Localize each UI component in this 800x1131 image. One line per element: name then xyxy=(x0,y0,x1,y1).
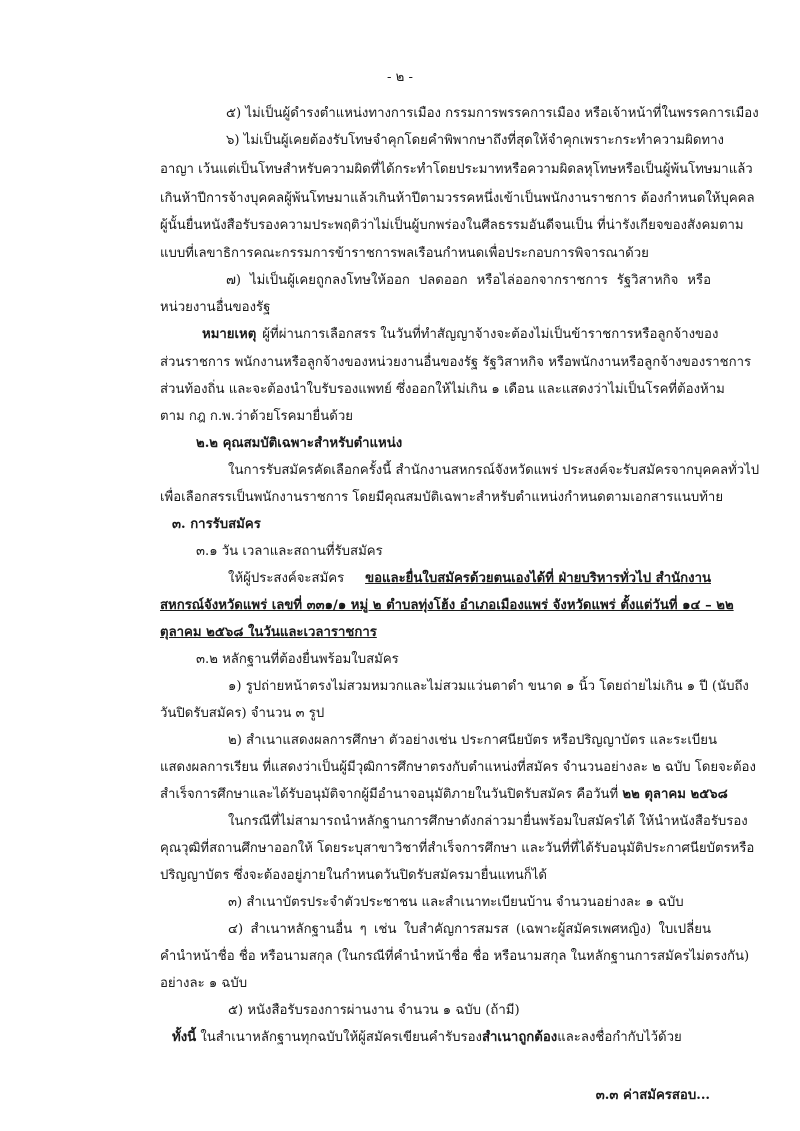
final-note-text-2: และลงชื่อกำกับไว้ด้วย xyxy=(557,1030,682,1045)
doc-4-line-3: อย่างละ ๑ ฉบับ xyxy=(160,976,248,991)
item-6-line-2: อาญา เว้นแต่เป็นโทษสำหรับความผิดที่ได้กระทำโดยประมาทหรือความผิดลหุโทษหรือเป็นผู้พ้นโทษมาแล้ว xyxy=(160,162,753,177)
note-label: หมายเหตุ xyxy=(202,327,257,342)
doc-2-para-line-3: ปริญญาบัตร ซึ่งจะต้องอยู่ภายในกำหนดวันปิดรับสมัครมายื่นแทนก็ได้ xyxy=(160,868,547,883)
doc-2-line-2: แสดงผลการเรียน ที่แสดงว่าเป็นผู้มีวุฒิการศึกษาตรงกับตำแหน่งที่สมัคร จำนวนอย่างละ ๒ ฉบับ โดยจะต้อง xyxy=(160,760,756,775)
section-3-2-heading: ๓.๒ หลักฐานที่ต้องยื่นพร้อมใบสมัคร xyxy=(196,652,399,667)
doc-2-para-line-1: ในกรณีที่ไม่สามารถนำหลักฐานการศึกษาดังกล่าวมายื่นพร้อมใบสมัครได้ ให้นำหนังสือรับรอง xyxy=(228,814,748,829)
section-3-heading: ๓. การรับสมัคร xyxy=(172,517,261,532)
item-6-line-4: ผู้นั้นยื่นหนังสือรับรองความประพฤติว่าไม่เป็นผู้บกพร่องในศีลธรรมอันดีจนเป็น ที่น่ารังเกียจของสังคมตาม xyxy=(160,218,744,233)
doc-2-line-3 xyxy=(160,785,728,805)
doc-2-text-a: สำเร็จการศึกษาและได้รับอนุมัติจากผู้มีอำนาจอนุมัติภายในวันปิดรับสมัคร คือวันที่ xyxy=(160,787,623,802)
doc-2-line-1: ๒) สำเนาแสดงผลการศึกษา ตัวอย่างเช่น ประกาศนียบัตร หรือปริญญาบัตร และระเบียน xyxy=(228,733,717,748)
item-5: ๕) ไม่เป็นผู้ดำรงตำแหน่งทางการเมือง กรรมการพรรคการเมือง หรือเจ้าหน้าที่ในพรรคการเมือง xyxy=(226,106,759,121)
final-note-emphasis: สำเนาถูกต้อง xyxy=(481,1030,558,1045)
section-3-1-line-3: ตุลาคม ๒๕๖๘ ในวันและเวลาราชการ xyxy=(160,625,377,640)
note-line-1 xyxy=(202,325,719,345)
doc-5: ๕) หนังสือรับรองการผ่านงาน จำนวน ๑ ฉบับ (ถ้ามี) xyxy=(228,1003,520,1018)
section-3-1-heading: ๓.๑ วัน เวลาและสถานที่รับสมัคร xyxy=(196,544,383,559)
continuation-footer: ๓.๓ ค่าสมัครสอบ... xyxy=(595,1088,710,1103)
section-2-2-heading: ๒.๒ คุณสมบัติเฉพาะสำหรับตำแหน่ง xyxy=(196,436,403,451)
doc-4-line-1: ๔) สำเนาหลักฐานอื่น ๆ เช่น ใบสำคัญการสมรส (เฉพาะผู้สมัครเพศหญิง) ใบเปลี่ยน xyxy=(228,922,711,937)
doc-4-line-2: คำนำหน้าชื่อ ชื่อ หรือนามสกุล (ในกรณีที่คำนำหน้าชื่อ ชื่อ หรือนามสกุล ในหลักฐานการสมัครไม่ตรงกัน) xyxy=(160,949,750,964)
final-note-label: ทั้งนี้ xyxy=(172,1030,197,1045)
section-2-2-line-1: ในการรับสมัครคัดเลือกครั้งนี้ สำนักงานสหกรณ์จังหวัดแพร่ ประสงค์จะรับสมัครจากบุคคลทั่วไป xyxy=(228,463,760,478)
item-7-line-1: ๗) ไม่เป็นผู้เคยถูกลงโทษให้ออก ปลดออก หรือไล่ออกจากราชการ รัฐวิสาหกิจ หรือ xyxy=(226,273,711,288)
section-3-1-line-2: สหกรณ์จังหวัดแพร่ เลขที่ ๓๓๑/๑ หมู่ ๒ ตำบลทุ่งโฮ้ง อำเภอเมืองแพร่ จังหวัดแพร่ ตั้งแต่วันที่ ๑๔ – ๒๒ xyxy=(160,598,734,613)
note-line-2: ส่วนราชการ พนักงานหรือลูกจ้างของหน่วยงานอื่นของรัฐ รัฐวิสาหกิจ หรือพนักงานหรือลูกจ้างของราชการ xyxy=(160,355,752,370)
section-3-1-line-1 xyxy=(228,569,711,589)
note-line-3: ส่วนท้องถิ่น และจะต้องนำใบรับรองแพทย์ ซึ่งออกให้ไม่เกิน ๑ เดือน และแสดงว่าไม่เป็นโรคที่ต้องห้าม xyxy=(160,382,725,397)
item-7-line-2: หน่วยงานอื่นของรัฐ xyxy=(160,300,271,315)
doc-1-line-1: ๑) รูปถ่ายหน้าตรงไม่สวมหมวกและไม่สวมแว่นตาดำ ขนาด ๑ นิ้ว โดยถ่ายไม่เกิน ๑ ปี (นับถึง xyxy=(228,679,749,694)
page-number: - ๒ - xyxy=(387,70,413,85)
doc-2-para-line-2: คุณวุฒิที่สถานศึกษาออกให้ โดยระบุสาขาวิชาที่สำเร็จการศึกษา และวันที่ที่ได้รับอนุมัติประกาศนียบัตรหรือ xyxy=(160,841,755,856)
doc-2-deadline: ๒๒ ตุลาคม ๒๕๖๘ xyxy=(622,787,728,802)
item-6-line-5: แบบที่เลขาธิการคณะกรรมการข้าราชการพลเรือนกำหนดเพื่อประกอบการพิจารณาด้วย xyxy=(160,246,649,261)
section-2-2-line-2: เพื่อเลือกสรรเป็นพนักงานราชการ โดยมีคุณสมบัติเฉพาะสำหรับตำแหน่งกำหนดตามเอกสารแนบท้าย xyxy=(160,490,724,505)
section-3-1-text-a: ให้ผู้ประสงค์จะสมัคร xyxy=(228,571,345,586)
doc-1-line-2: วันปิดรับสมัคร) จำนวน ๓ รูป xyxy=(160,706,325,721)
item-6-line-1: ๖) ไม่เป็นผู้เคยต้องรับโทษจำคุกโดยคำพิพากษาถึงที่สุดให้จำคุกเพราะกระทำความผิดทาง xyxy=(226,133,724,148)
note-line-4: ตาม กฎ ก.พ.ว่าด้วยโรคมายื่นด้วย xyxy=(160,409,353,424)
item-6-line-3: เกินห้าปีการจ้างบุคคลผู้พ้นโทษมาแล้วเกินห้าปีตามวรรคหนึ่งเข้าเป็นพนักงานราชการ ต้องกำหนดให้บุคคล xyxy=(160,191,755,206)
final-note-text-1: ในสำเนาหลักฐานทุกฉบับให้ผู้สมัครเขียนคำรับรอง xyxy=(196,1030,482,1045)
note-text-1: ผู้ที่ผ่านการเลือกสรร ในวันที่ทำสัญญาจ้างจะต้องไม่เป็นข้าราชการหรือลูกจ้างของ xyxy=(262,327,719,342)
final-note xyxy=(172,1028,682,1048)
section-3-1-text-b: ขอและยื่นใบสมัครด้วยตนเองได้ที่ ฝ่ายบริหารทั่วไป สำนักงาน xyxy=(365,571,711,586)
doc-3: ๓) สำเนาบัตรประจำตัวประชาชน และสำเนาทะเบียนบ้าน จำนวนอย่างละ ๑ ฉบับ xyxy=(228,895,684,910)
